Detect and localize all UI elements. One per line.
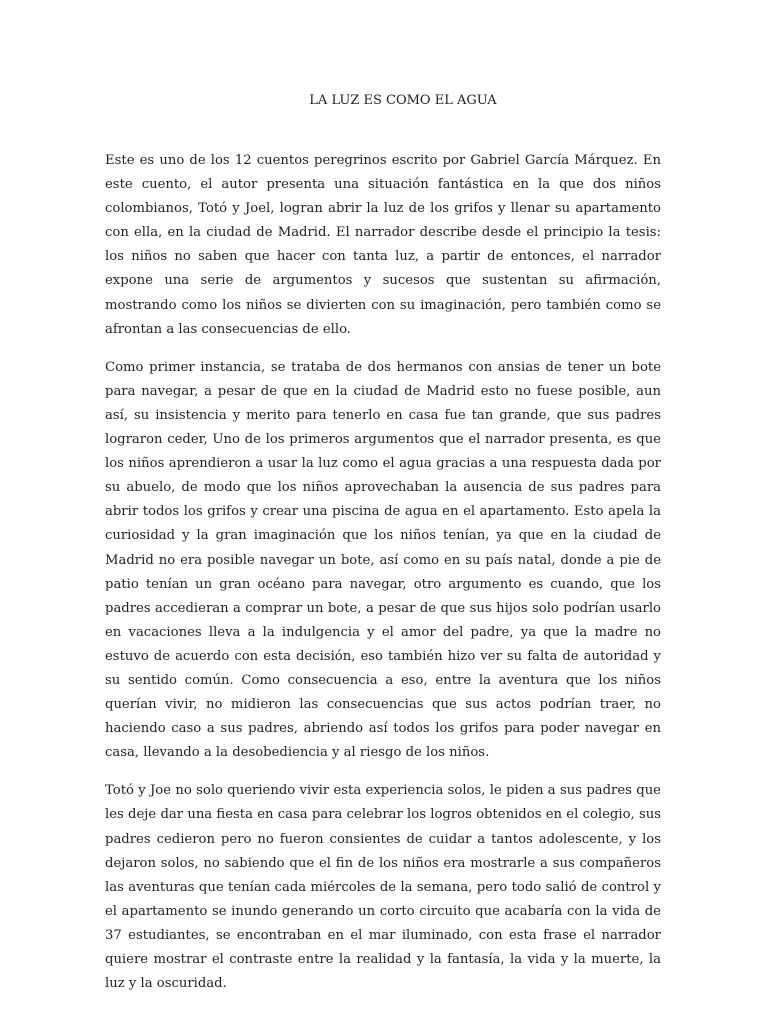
paragraph-conclusion: Totó y Joe no solo queriendo vivir esta experiencia solos, le piden a sus padres que les deje dar una fiesta en casa para celebrar los logros obtenidos en el colegio, sus padres cedieron pero no fueron consientes de cuidar a tantos adolescente, y los dejaron solos, no sabiendo que el fin de los niños era mostrarle a sus compañeros las aventuras que tenían cada miércoles de la semana, pero todo salió de control y el apartamento se inundo generando un corto circuito que acabaría con la vida de 37 estudiantes, se encontraban en el mar iluminado, con esta frase el narrador quiere mostrar el contraste entre la realidad y la fantasía, la vida y la muerte, la luz y la oscuridad. [105,783,661,992]
document-page [105,91,661,1010]
paragraph-intro: Este es uno de los 12 cuentos peregrinos escrito por Gabriel García Márquez. En este cuento, el autor presenta una situación fantástica en la que dos niños colombianos, Totó y Joel, logran abrir la luz de los grifos y llenar su apartamento con ella, en la ciudad de Madrid. El narrador describe desde el principio la tesis: los niños no saben que hacer con tanta luz, a partir de entonces, el narrador expone una serie de argumentos y sucesos que sustentan su afirmación, mostrando como los niños se divierten con su imaginación, pero también como se afrontan a las consecuencias de ello. [105,153,661,337]
document-title: LA LUZ ES COMO EL AGUA [309,93,497,108]
paragraph-arguments: Como primer instancia, se trataba de dos hermanos con ansias de tener un bote para navegar, a pesar de que en la ciudad de Madrid esto no fuese posible, aun así, su insistencia y merito para tenerlo en casa fue tan grande, que sus padres lograron ceder, Uno de los primeros argumentos que el narrador presenta, es que los niños aprendieron a usar la luz como el agua gracias a una respuesta dada por su abuelo, de modo que los niños aprovechaban la ausencia de sus padres para abrir todos los grifos y crear una piscina de agua en el apartamento. Esto apela la curiosidad y la gran imaginación que los niños tenían, ya que en la ciudad de Madrid no era posible navegar un bote, así como en su país natal, donde a pie de patio tenían un gran océano para navegar, otro argumento es cuando, que los padres accedieran a comprar un bote, a pesar de que sus hijos solo podrían usarlo en vacaciones lleva a la indulgencia y el amor del padre, ya que la madre no estuvo de acuerdo con esta decisión, eso también hizo ver su falta de autoridad y su sentido común. Como consecuencia a eso, entre la aventura que los niños querían vivir, no midieron las consecuencias que sus actos podrían traer, no haciendo caso a sus padres, abriendo así todos los grifos para poder navegar en casa, llevando a la desobediencia y al riesgo de los niños. [105,359,661,761]
